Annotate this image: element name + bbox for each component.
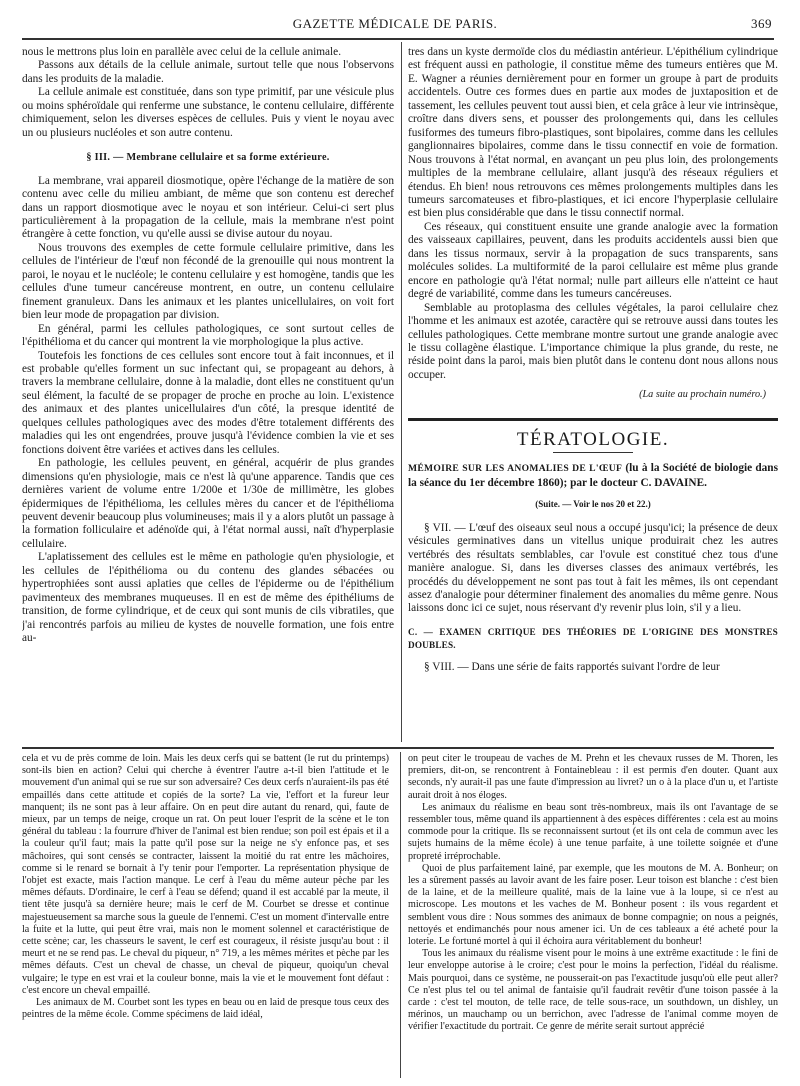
subsection-heading: C. — EXAMEN CRITIQUE DES THÉORIES DE L'ORIGINE DES MONSTRES DOUBLES. [408, 626, 778, 651]
masthead [18, 16, 772, 38]
section-rule [408, 418, 778, 421]
column-divider [401, 42, 402, 742]
paragraph: Quoi de plus parfaitement lainé, par exemple, que les moutons de M. A. Bonheur; on les a sûrement passés au lavoir avant de les faire poser. Leur toison est blanche : c'est bien de la laine, et de la meilleure qualité, mais de la laine vue à la loupe, si ce n'est au microscope. Les moutons et les vaches de M. Bonheur posent : ils vous regardent et semblent vous dire : Nous sommes des animaux de bonne compagnie; on nous a peignés, nettoyés et endimanchés pour nous amener ici. Un de ces tableaux a été acheté pour la loterie. Le fortuné mortel à qui il échoira aura véritablement du bonheur! [408, 862, 778, 948]
paragraph: Les animaux de M. Courbet sont les types en beau ou en laid de presque tous ceux des peintres de la même école. Comme spécimens de laid idéal, [22, 997, 389, 1021]
paragraph: Semblable au protoplasma des cellules végétales, la paroi cellulaire chez l'homme et les animaux est azotée, caractère qui se retrouve aussi dans toutes les cellules pathologiques. Cette membrane montre surtout une grande analogie avec le tissu collagène élastique. L'importance chimique la plus grande, du reste, ne réside point dans la paroi, mais bien plutôt dans le contenu dont nous allons nous occuper. [408, 301, 778, 381]
continued-note: (La suite au prochain numéro.) [639, 389, 766, 401]
paragraph: Toutefois les fonctions de ces cellules sont encore tout à fait inconnues, et il est probable qu'elles forment un suc infectant qui, se propageant au dehors, à travers la membrane cellulaire, donne à la maladie, dont elles ne constituent qu'un seul élément, la faculté de se propager de proche en proche au loin. L'existence des animaux et des plantes unicellulaires d'un côté, la presque identité de quelques cellules pathologiques avec des modes d'être totalement différents des maladies qui les ont engendrées, prouve jusqu'à l'évidence combien la vie et ses fonctions doivent être variées et actives dans les cellules. [22, 349, 394, 456]
paragraph: Tous les animaux du réalisme visent pour le moins à une extrême exactitude : le fini de leur enveloppe autorise à le croire; c'est pour le moins la perfection, l'idéal du réalisme. Mais pourquoi, dans ce système, ne pousserait-on pas l'exactitude jusqu'où elle peut aller? Ce n'est plus tel ou tel animal de fantaisie qu'il faudrait revêtir d'une toison passée à la carde : c'est tel mouton, de telle race, de telle sous-race, un southdown, un dishley, un mérinos, un mauchamp ou un berrichon, avec l'adresse de l'animal comme moyen de vérifier l'exactitude du portrait. Ce genre de mérite serait surtout apprécié [408, 948, 778, 1033]
memoir-label: MÉMOIRE SUR LES ANOMALIES DE L'ŒUF [408, 463, 623, 475]
section-heading-teratologie: TÉRATOLOGIE. [516, 428, 670, 450]
journal-title: GAZETTE MÉDICALE DE PARIS. [292, 16, 498, 31]
upper-right-column [408, 46, 778, 740]
lower-left-column [22, 753, 389, 1078]
lower-right-column [408, 753, 778, 1078]
memoir-details: (lu à la Société de biologie dans la séance du 1er décembre 1860); par le docteur [408, 462, 778, 490]
paragraph: § VII. — L'œuf des oiseaux seul nous a occupé jusqu'ici; la présence de deux vésicules germinatives dans un vitellus unique produirait chez les autres vertébrés des résultats semblables, car l'ovule est constitué chez tous d'une manière analogue. Si, dans les diverses classes des animaux vertébrés, les procédés du développement ne sont pas tout à fait les mêmes, ils ont cependant assez d'analogie pour déterminer finalement des anomalies du même genre. Nous laissons donc ici ce sujet, nous réservant d'y revenir plus loin, s'il y a lieu. [408, 521, 778, 615]
paragraph: En pathologie, les cellules peuvent, en général, acquérir de plus grandes dimensions qu'en physiologie, mais ce n'est là qu'une apparence. Tandis que ces dernières varient de volume entre 1/200e et 1/30e de millimètre, les globes épidermiques de l'épithélioma, les cellules mères du cancer et de l'épithélioma peuvent devenir beaucoup plus volumineuses; mais il y a alors plutôt un passage à la formation folliculaire et adénoïde qui, à l'état normal aussi, naît d'hyperplasie cellulaire. [22, 457, 394, 550]
paragraph: cela et vu de près comme de loin. Mais les deux cerfs qui se battent (le rut du printemps) sont-ils bien en action? Celui qui cherche à éventrer l'autre a-t-il bien l'attitude et le mouvement d'un animal qui se rue sur son adversaire? Ces deux cerfs n'auraient-ils pas été empaillés dans cette attitude et copiés de la sorte? La vie, l'effort et la fureur leur manquent; ils ne sont pas à leur affaire. On en peut dire autant du renard, qui, faute de mieux, par un temps de neige, croque un rat. On peut louer l'esprit de la scène et le ton général du tableau : la fourrure d'hiver de l'animal est bien rendue; son poil est épais et il a la couleur qu'il faut; mais la patte qu'il pose sur la neige ne s'y enfonce pas, et ses mâchoires, qui sont censés se contracter, laissent la moitié du rat entre les mâchoires, comme si le renard se bornait à l'y tenir pour l'emporter. La représentation physique de l'objet est exacte, mais l'action manque. Le cerf à l'eau du même auteur pèche par les mêmes défauts. D'ordinaire, le cerf à l'eau se défend; quand il est accablé par la meute, il tient tête jusqu'à sa dernière heure; mais le cerf de M. Courbet se dresse et continue majestueusement sa marche sous la gueule de l'ennemi. C'est un moment d'intervalle entre la fuite et la lutte, qui peut être vrai, mais non le moment solennel et caractéristique de cette scène; car, les chasseurs le savent, le cerf est courageux, il résiste jusqu'au bout : il meurt et ne se rend pas. Le cheval du piqueur, n° 719, a les mêmes mérites et pèche par les mêmes défauts. C'est un cheval de chasse, un cheval de piqueur, quoiqu'un cheval vulgaire; le type en est vrai et la couleur bonne, mais la vie et le mouvement font défaut : c'est encore un cheval empaillé. [22, 753, 389, 996]
paragraph: L'aplatissement des cellules est le même en pathologie qu'en physiologie, et les cellules de l'épithélioma ou du contenu des glandes sébacées ou hypertrophiées sont aussi aplaties que celles de l'épiderme ou de l'épithélium pavimenteux des membranes muqueuses. Il en est de même des épithéliums de transition, de forme cylindrique, et de ceux qui sont munis de cils vibratiles, que j'ai rencontrés parfois au milieu de kystes de nouvelle formation, une fois entre au- [22, 551, 394, 645]
page-number: 369 [751, 16, 772, 31]
paragraph: § VIII. — Dans une série de faits rapportés suivant l'ordre de leur [424, 660, 720, 673]
paragraph: nous le mettrons plus loin en parallèle avec celui de la cellule animale. [22, 46, 342, 58]
paragraph: La cellule animale est constituée, dans son type primitif, par une vésicule plus ou moins sphéroïdale qui renferme une substance, le contenu cellulaire, différente chimiquement, selon les diverses espèces de cellules. Puis y vient le noyau avec un ou plusieurs nucléoles et son autre contenu. [22, 86, 394, 139]
memoir-title [408, 461, 778, 490]
section-title: — Membrane cellulaire et sa forme extérieure. [113, 152, 330, 164]
header-rule [22, 38, 774, 40]
section-number: § III. [86, 152, 111, 164]
section-heading [22, 151, 394, 164]
upper-left-column [22, 46, 394, 740]
paragraph: En général, parmi les cellules pathologiques, ce sont surtout celles de l'épithélioma et du cancer qui montrent la vie morphologique la plus active. [22, 322, 394, 349]
paragraph: tres dans un kyste dermoïde clos du médiastin antérieur. L'épithélium cylindrique est fréquent aussi en pathologie, il constitue même des tumeurs entières que M. E. Wagner a réunies dernièrement pour en former un groupe à part de produits accidentels. Outre ces formes dues en partie aux modes de juxtaposition et de tassement, les cellules peuvent tout aussi bien, et cela grâce à leur vie intrinsèque, croître dans divers sens, et pousser des prolongements qui, dans les cellules fusiformes des tumeurs fibro-plastiques, sont bipolaires, comme dans les cellules ganglionnaires bipolaires, comme dans le tissu connectif en voie de formation. Nous trouvons à l'état normal, en avançant un peu plus loin, des prolongements multiples de la membrane cellulaire, allant jusqu'à des réseaux réguliers et étendus. Eh bien! nous retrouvons ces mêmes prolongements multiples dans les tumeurs sarcomateuses et fibro-plastiques, et ici encore l'hyperplasie cellulaire est bien plus considérable que dans le tissu connectif normal. [408, 46, 778, 220]
feuilleton-rule [22, 747, 774, 749]
paragraph: Nous trouvons des exemples de cette formule cellulaire primitive, dans les cellules de l'intérieur de l'œuf non fécondé de la grenouille qui nous montrent la paroi, le noyau et le nucléole; le contenu cellulaire y est homogène, tandis que les cellules d'une tumeur cancéreuse montrent, en outre, un contenu cellulaire finement granuleux. Dans les animaux et les plantes unicellulaires, on voit fort bien leur mode de propagation par division. [22, 241, 394, 322]
column-divider [400, 752, 401, 1078]
paragraph: on peut citer le troupeau de vaches de M. Prehn et les chevaux russes de M. Thoren, les premiers, dit-on, se rencontrent à Fontainebleau : il est permis d'en douter. Quant aux seconds, n'y aurait-il pas une faute d'impression au livret? un o à la place d'un u, et l'artiste aurait droit à nos éloges. [408, 753, 778, 801]
paragraph: Ces réseaux, qui constituent ensuite une grande analogie avec la formation des vaisseaux capillaires, peuvent, dans les produits accidentels aussi bien que dans les tissus normaux, servir à la propagation de sucs transparents, sans molécules solides. La multiformité de la paroi cellulaire est même plus grande encore en pathologie qu'à l'état normal; nulle part ailleurs elle n'atteint ce haut degré de variabilité, comme dans les tumeurs cancéreuses. [408, 220, 778, 301]
heading-underline [553, 452, 633, 453]
suite-note: (Suite. — Voir le nos 20 et 22.) [535, 499, 651, 510]
paragraph: Les animaux du réalisme en beau sont très-nombreux, mais ils ont l'avantage de se ressembler tous, même quand ils appartiennent à des espèces différentes : cela est au moins commode pour la critique. Ils se reconnaissent surtout (et ils ont cela de commun avec les sujets humains de la même école) à une tenue parfaite, à une toilette soignée et d'une propreté irréprochable. [408, 801, 778, 862]
paragraph: Passons aux détails de la cellule animale, surtout telle que nous l'observons dans les produits de la maladie. [22, 59, 394, 85]
paragraph: La membrane, vrai appareil diosmotique, opère l'échange de la matière de son contenu avec celle du milieu ambiant, de même que son contenu est derechef dans un rapport diosmotique avec le noyau et son intérieur. Celui-ci sert plus particulièrement à la propagation de la cellule, mais la membrane n'est point étrangère à cette fonction, vu qu'elle aussi se divise autour du noyau. [22, 174, 394, 241]
memoir-author: C. DAVAINE. [640, 477, 707, 490]
